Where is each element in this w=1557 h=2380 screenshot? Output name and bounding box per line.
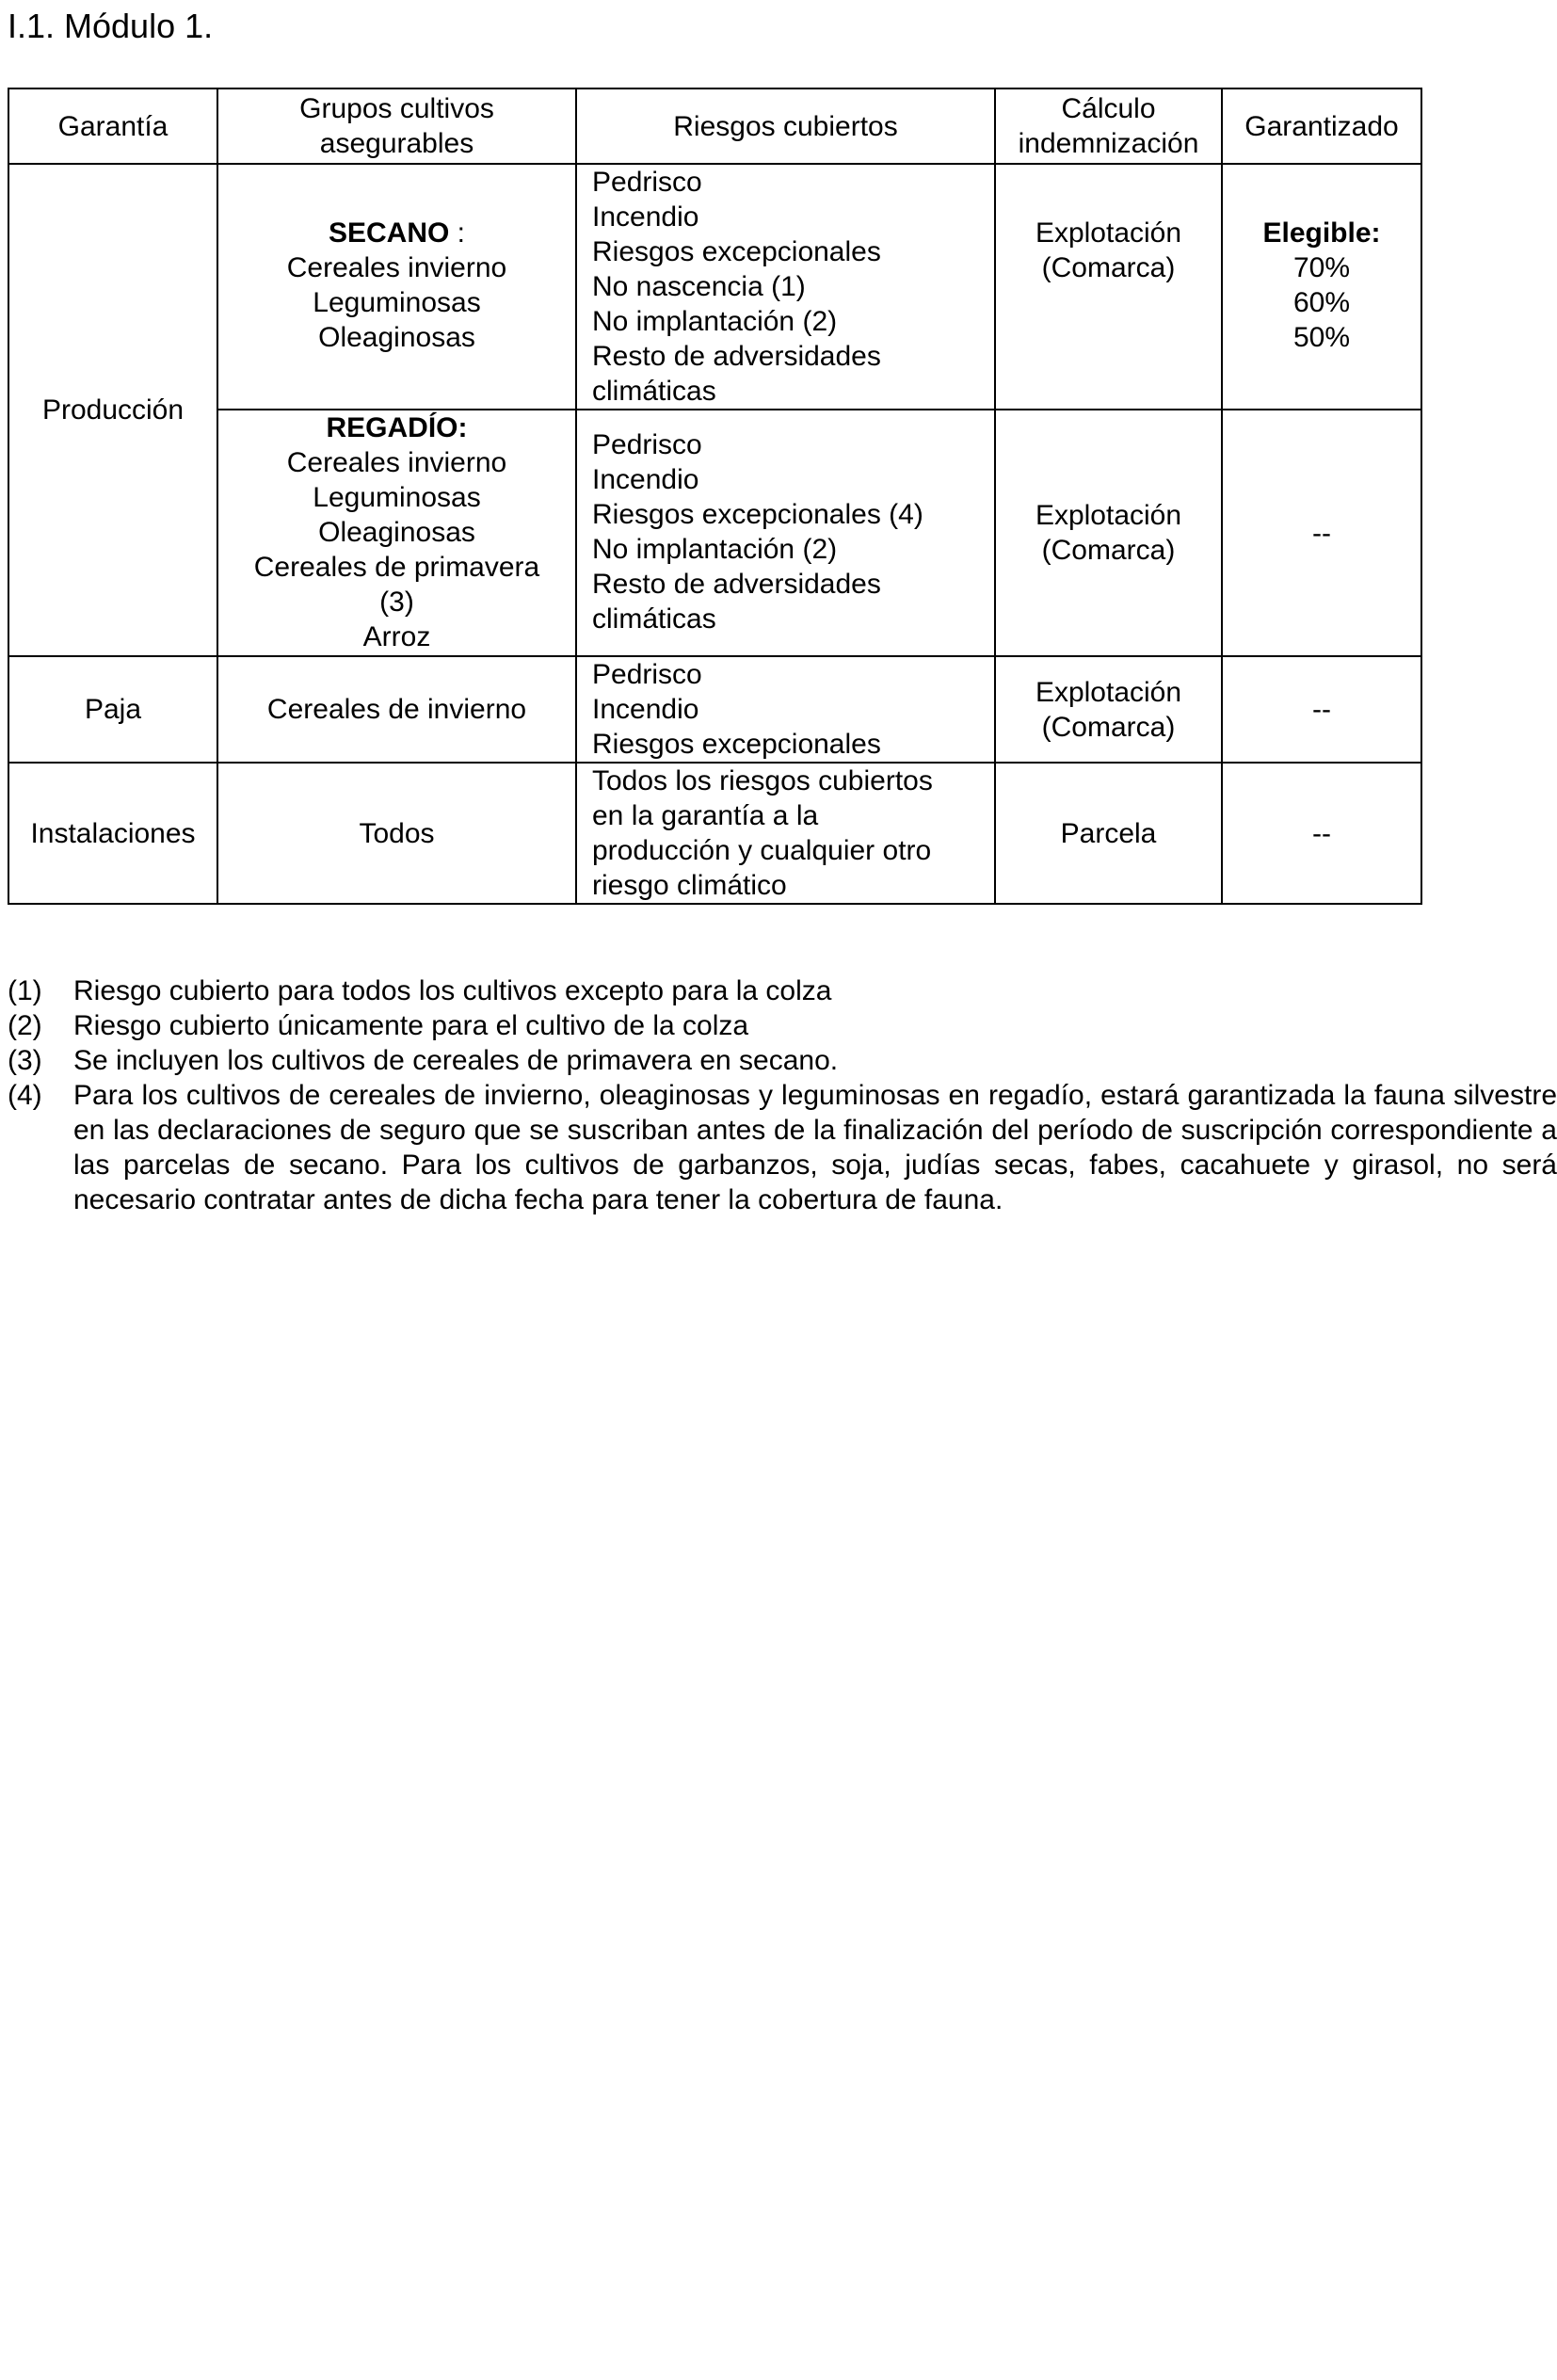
calculo-line: Explotación — [1035, 676, 1182, 708]
calculo-line: (Comarca) — [1041, 252, 1176, 283]
secano-heading — [218, 216, 575, 250]
cell-instalaciones-garantizado: -- — [1222, 763, 1421, 904]
garantizado-value: 50% — [1292, 322, 1351, 353]
risk-item: Riesgos excepcionales (4) — [592, 499, 923, 530]
risk-item: Incendio — [592, 201, 699, 233]
cell-instalaciones-crops: Todos — [217, 763, 576, 904]
cell-instalaciones-risks — [576, 763, 995, 904]
cell-paja-label: Paja — [8, 656, 217, 763]
header-grupos — [217, 88, 576, 164]
secano-crop: Oleaginosas — [318, 322, 475, 353]
risk-item: Riesgos excepcionales — [592, 729, 881, 760]
page-title: I.1. Módulo 1. — [8, 7, 214, 45]
footnote-text: Para los cultivos de cereales de invierno, oleaginosas y leguminosas en regadío, estará garantizada la fauna silvestre en las declaraciones de seguro que se suscriban antes de la finalización del período de suscripción correspondiente a las parcelas de secano. Para los cultivos de garbanzos, soja, judías secas, fabes, cacahuete y girasol, no será necesario contratar antes de dicha fecha para tener la cobertura de fauna. — [73, 1080, 1557, 1215]
regadio-crop: Cereales de primavera — [253, 552, 540, 583]
risk-item: Pedrisco — [592, 659, 702, 690]
risk-item: Resto de adversidades — [592, 569, 881, 600]
risk-item: riesgo climático — [592, 870, 787, 901]
calculo-line: Explotación — [1035, 217, 1182, 249]
risk-item: producción y cualquier otro — [592, 835, 932, 866]
cell-instalaciones-calculo: Parcela — [995, 763, 1222, 904]
header-garantizado: Garantizado — [1222, 88, 1421, 164]
coverage-table — [8, 88, 1422, 905]
footnote — [8, 1008, 1557, 1043]
risk-item: en la garantía a la — [592, 800, 819, 831]
header-grupos-text: Grupos cultivos asegurables — [299, 93, 494, 159]
cell-secano-crops — [217, 164, 576, 410]
risk-item: Incendio — [592, 694, 699, 725]
header-riesgos: Riesgos cubiertos — [576, 88, 995, 164]
footnote — [8, 973, 1557, 1008]
regadio-crop: Arroz — [362, 621, 431, 652]
cell-regadio-calculo — [995, 410, 1222, 656]
risk-item: Pedrisco — [592, 429, 702, 460]
footnote — [8, 1043, 1557, 1078]
regadio-crop: Cereales invierno — [286, 447, 507, 478]
cell-paja-calculo — [995, 656, 1222, 763]
elegible-heading: Elegible: — [1262, 217, 1381, 249]
secano-crop: Leguminosas — [313, 287, 481, 318]
risk-item: Pedrisco — [592, 167, 702, 198]
calculo-line: Explotación — [1035, 500, 1182, 531]
risk-item: Riesgos excepcionales — [592, 236, 881, 267]
footnote — [8, 1078, 1557, 1217]
row-paja — [8, 656, 1421, 763]
regadio-heading: REGADÍO: — [326, 412, 468, 443]
calculo-line: (Comarca) — [1041, 711, 1176, 743]
footnote-text: Se incluyen los cultivos de cereales de primavera en secano. — [73, 1045, 839, 1076]
row-produccion-secano — [8, 164, 1421, 410]
regadio-crop: (3) — [379, 587, 414, 618]
risk-item: No implantación (2) — [592, 534, 838, 565]
header-row — [8, 88, 1421, 164]
cell-secano-risks — [576, 164, 995, 410]
garantizado-value: 60% — [1292, 287, 1351, 318]
footnote-text: Riesgo cubierto para todos los cultivos excepto para la colza — [73, 975, 832, 1006]
cell-paja-risks — [576, 656, 995, 763]
regadio-crop: Leguminosas — [313, 482, 481, 513]
secano-crop: Cereales invierno — [286, 252, 507, 283]
row-produccion-regadio — [8, 410, 1421, 656]
cell-paja-crops: Cereales de invierno — [217, 656, 576, 763]
cell-regadio-risks — [576, 410, 995, 656]
regadio-crop: Oleaginosas — [318, 517, 475, 548]
secano-heading-text: SECANO — [328, 217, 450, 249]
row-instalaciones — [8, 763, 1421, 904]
calculo-line: (Comarca) — [1041, 535, 1176, 566]
garantizado-value: 70% — [1292, 252, 1351, 283]
footnote-number: (2) — [8, 1010, 42, 1041]
secano-heading-suffix: : — [449, 217, 466, 249]
risk-item: No implantación (2) — [592, 306, 838, 337]
header-calculo — [995, 88, 1222, 164]
cell-regadio-garantizado: -- — [1222, 410, 1421, 656]
footnotes — [8, 973, 1557, 1217]
cell-secano-garantizado — [1222, 164, 1421, 410]
cell-paja-garantizado: -- — [1222, 656, 1421, 763]
cell-regadio-crops — [217, 410, 576, 656]
risk-item: Todos los riesgos cubiertos — [592, 765, 933, 796]
footnote-number: (1) — [8, 975, 42, 1006]
risk-item: climáticas — [592, 603, 716, 635]
cell-secano-calculo — [995, 164, 1222, 410]
footnote-text: Riesgo cubierto únicamente para el cultivo de la colza — [73, 1010, 749, 1041]
header-calculo-text: Cálculo indemnización — [1018, 93, 1199, 159]
cell-produccion-label: Producción — [8, 164, 217, 656]
risk-item: climáticas — [592, 376, 716, 407]
footnote-number: (3) — [8, 1045, 42, 1076]
cell-instalaciones-label: Instalaciones — [8, 763, 217, 904]
risk-item: Resto de adversidades — [592, 341, 881, 372]
risk-item: No nascencia (1) — [592, 271, 806, 302]
header-garantia: Garantía — [8, 88, 217, 164]
risk-item: Incendio — [592, 464, 699, 495]
footnote-number: (4) — [8, 1080, 42, 1111]
